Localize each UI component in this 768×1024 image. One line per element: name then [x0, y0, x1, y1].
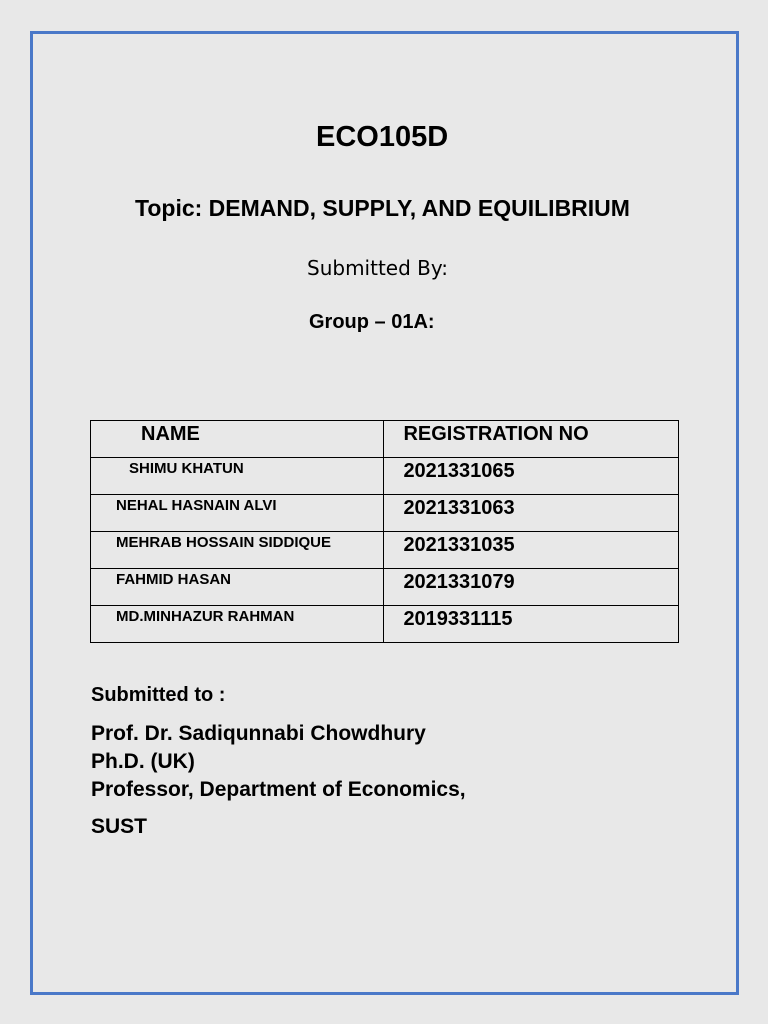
recipient-block [91, 720, 466, 804]
name-header-text: NAME [141, 423, 200, 445]
table-row [91, 495, 679, 532]
registration-cell [384, 458, 679, 495]
registration-cell [384, 532, 679, 569]
group-label: Group – 01A: [309, 311, 435, 333]
table-row [91, 532, 679, 569]
registration-number: 2021331065 [403, 460, 515, 482]
table-header-row [91, 421, 679, 458]
registration-number: 2021331035 [403, 534, 515, 556]
recipient-position: Professor, Department of Economics, [91, 778, 466, 801]
member-name-cell [91, 495, 384, 532]
table-row [91, 569, 679, 606]
registration-column-header [384, 421, 679, 458]
registration-cell [384, 495, 679, 532]
submitted-by-label: Submitted By: [307, 256, 448, 280]
members-table [90, 420, 679, 643]
member-name-cell [91, 569, 384, 606]
recipient-institution: SUST [91, 815, 148, 838]
submitted-to-label: Submitted to : [91, 684, 226, 706]
course-code: ECO105D [316, 121, 449, 153]
member-name-cell [91, 606, 384, 643]
registration-number: 2021331079 [403, 571, 515, 593]
registration-number: 2019331115 [403, 608, 513, 630]
table-row [91, 606, 679, 643]
recipient-degree: Ph.D. (UK) [91, 750, 195, 773]
registration-number: 2021331063 [403, 497, 515, 519]
topic-title: Topic: DEMAND, SUPPLY, AND EQUILIBRIUM [135, 195, 630, 221]
member-name: SHIMU KHATUN [129, 460, 244, 477]
member-name: NEHAL HASNAIN ALVI [116, 497, 277, 514]
table-row [91, 458, 679, 495]
recipient-name: Prof. Dr. Sadiqunnabi Chowdhury [91, 722, 426, 745]
registration-cell [384, 606, 679, 643]
member-name: MD.MINHAZUR RAHMAN [116, 608, 295, 625]
member-name-cell [91, 458, 384, 495]
member-name-cell [91, 532, 384, 569]
registration-cell [384, 569, 679, 606]
member-name: FAHMID HASAN [116, 571, 231, 588]
name-column-header [91, 421, 384, 458]
member-name: MEHRAB HOSSAIN SIDDIQUE [116, 534, 332, 551]
registration-header-text: REGISTRATION NO [403, 423, 589, 445]
